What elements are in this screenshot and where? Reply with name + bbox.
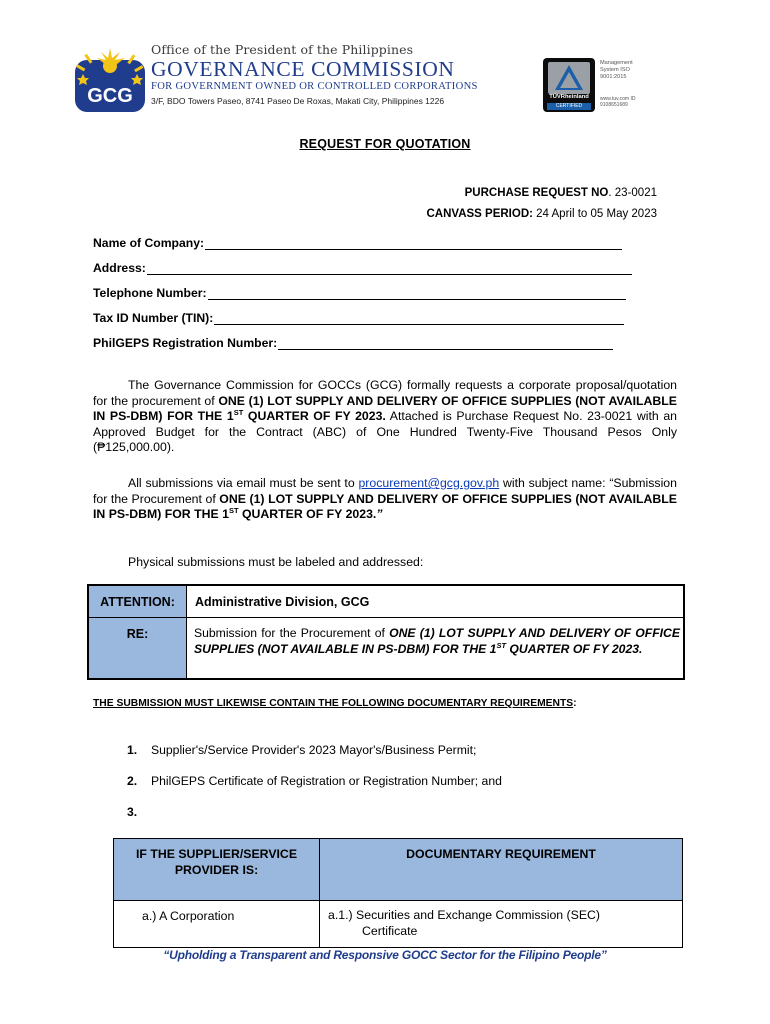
company-name-field[interactable]: [93, 236, 622, 250]
list-item-text: PhilGEPS Certificate of Registration or Registration Number; and: [151, 774, 502, 788]
re-text: Submission for the Procurement of: [194, 626, 390, 640]
tuv-logo: [543, 58, 595, 112]
attention-value: Administrative Division, GCG: [195, 595, 370, 609]
tin-blank[interactable]: [214, 311, 624, 325]
canvass-period-value: 24 April to 05 May 2023: [532, 208, 657, 220]
tuv-brand-name: TÜVRheinland: [549, 94, 589, 100]
attention-row: [89, 586, 683, 618]
tin-field[interactable]: [93, 311, 624, 325]
intro-ordinal-sup: ST: [233, 408, 244, 417]
telephone-label: Telephone Number:: [93, 286, 207, 300]
requirements-heading-text: THE SUBMISSION MUST LIKEWISE CONTAIN THE FOLLOWING DOCUMENTARY REQUIREMENTS: [93, 698, 574, 709]
governance-commission-title: GOVERNANCE COMMISSION: [151, 57, 455, 81]
gcg-seal-logo: [75, 46, 145, 112]
document-title: REQUEST FOR QUOTATION: [299, 137, 471, 151]
tuv-cert-id: www.tuv.com ID 9108651689: [600, 96, 636, 108]
documentary-requirements-table: [113, 838, 683, 948]
telephone-blank[interactable]: [208, 286, 626, 300]
sec-requirement-text: a.1.) Securities and Exchange Commission (SEC): [328, 908, 601, 922]
philgeps-blank[interactable]: [278, 336, 613, 350]
address-field[interactable]: [93, 261, 632, 275]
email-submission-paragraph: [93, 476, 677, 523]
re-procurement-title: ONE (1) LOT SUPPLY AND DELIVERY OF OFFICE SUPPLIES (NOT AVAILABLE IN PS-DBM) FOR THE 1: [194, 626, 680, 656]
intro-abc-text: Attached is Purchase Request No. 23-0021 with an Approved Budget for the Contract (ABC) of One Hundred Twenty-Five Thousand Pesos Only (₱125,000.00).: [93, 409, 677, 454]
list-item-number: 3.: [127, 805, 138, 819]
gocc-subtitle: FOR GOVERNMENT OWNED OR CONTROLLED CORPORATIONS: [151, 81, 478, 92]
re-ordinal-sup: ST: [496, 640, 507, 650]
letterhead-text: [151, 42, 551, 106]
email-procurement-title: ONE (1) LOT SUPPLY AND DELIVERY OF OFFICE SUPPLIES (NOT AVAILABLE IN PS-DBM) FOR THE 1: [93, 491, 677, 521]
physical-submission-paragraph: [93, 555, 677, 571]
intro-text: The Governance Commission for GOCCs (GCG) formally requests a corporate proposal/quotation for the procurement of: [93, 378, 677, 408]
telephone-field[interactable]: [93, 286, 626, 300]
supplier-type-header: IF THE SUPPLIER/SERVICE PROVIDER IS:: [114, 839, 320, 901]
svg-text:GCG: GCG: [87, 85, 133, 107]
company-name-blank[interactable]: [205, 236, 622, 250]
list-item-number: 1.: [127, 743, 138, 757]
email-close-quote: ”: [376, 507, 383, 521]
tuv-management-system: Management System ISO 9001:2015: [600, 60, 633, 80]
email-subject-text: with subject name: “Submission for the Procurement of: [93, 476, 677, 506]
canvass-period: [426, 208, 657, 220]
email-quarter: QUARTER OF FY 2023.: [238, 507, 377, 521]
requirements-heading-colon: :: [573, 698, 577, 709]
requirements-heading: [93, 698, 577, 709]
purchase-request-label: PURCHASE REQUEST NO: [464, 187, 609, 199]
tuv-certified-label: CERTIFIED: [547, 103, 591, 110]
philgeps-label: PhilGEPS Registration Number:: [93, 336, 278, 350]
intro-quarter: QUARTER OF FY 2023.: [243, 409, 386, 423]
tin-label: Tax ID Number (TIN):: [93, 311, 214, 325]
attention-table: [87, 584, 685, 680]
office-address: 3/F, BDO Towers Paseo, 8741 Paseo De Roxas, Makati City, Philippines 1226: [151, 96, 445, 106]
canvass-period-label: CANVASS PERIOD:: [426, 208, 533, 220]
purchase-request-value: . 23-0021: [608, 187, 657, 199]
requirement-header: DOCUMENTARY REQUIREMENT: [320, 839, 682, 901]
procurement-email-link[interactable]: procurement@gcg.gov.ph: [358, 476, 500, 490]
intro-paragraph: [93, 378, 677, 456]
purchase-request-number: [465, 187, 657, 199]
address-label: Address:: [93, 261, 146, 275]
intro-procurement-title: ONE (1) LOT SUPPLY AND DELIVERY OF OFFICE SUPPLIES (NOT AVAILABLE IN PS-DBM) FOR THE 1: [93, 393, 677, 423]
sec-requirement-cont: Certificate: [362, 923, 418, 938]
office-of-president: Office of the President of the Philippines: [151, 42, 414, 57]
letterhead: [75, 42, 685, 114]
list-item: [127, 743, 476, 757]
list-item-text: Supplier's/Service Provider's 2023 Mayor's/Business Permit;: [151, 743, 477, 757]
tuv-certification-badge: [543, 58, 653, 112]
list-item-number: 2.: [127, 774, 138, 788]
attention-label: ATTENTION:: [89, 586, 187, 617]
company-name-label: Name of Company:: [93, 236, 205, 250]
table-cell-supplier-type: a.) A Corporation: [114, 901, 320, 947]
email-text: All submissions via email must be sent to: [128, 476, 359, 490]
philgeps-field[interactable]: [93, 336, 613, 350]
email-ordinal-sup: ST: [228, 506, 239, 515]
list-item: [127, 774, 502, 788]
list-item: [127, 805, 151, 819]
re-value: [194, 626, 680, 657]
table-cell-requirement: [320, 901, 682, 947]
address-blank[interactable]: [147, 261, 632, 275]
re-row: [89, 618, 683, 678]
re-label: RE:: [89, 618, 187, 678]
footer-tagline: “Upholding a Transparent and Responsive GOCC Sector for the Filipino People”: [163, 948, 607, 962]
tuv-triangle-icon: [548, 62, 590, 94]
physical-submission-text: Physical submissions must be labeled and addressed:: [128, 555, 424, 569]
re-quarter: QUARTER OF FY 2023.: [506, 641, 643, 656]
